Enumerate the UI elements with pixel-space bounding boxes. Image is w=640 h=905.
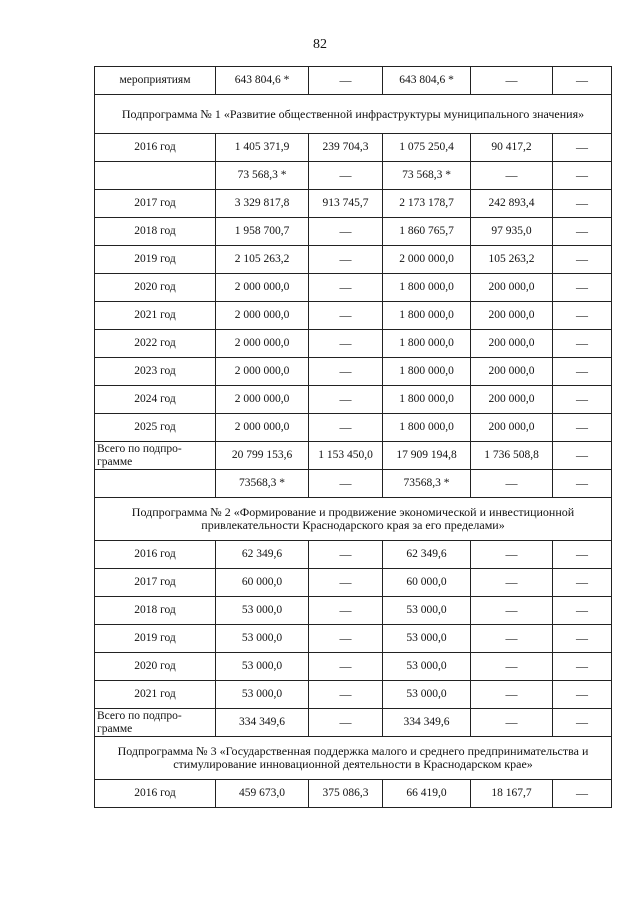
table-cell: 2 173 178,7: [383, 190, 471, 218]
table-row: [95, 780, 612, 808]
table-cell: 3 329 817,8: [216, 190, 309, 218]
table-cell: —: [309, 274, 383, 302]
table-cell: 53 000,0: [383, 597, 471, 625]
table-cell: 1 075 250,4: [383, 134, 471, 162]
table-cell: —: [309, 541, 383, 569]
table-cell: 2 000 000,0: [216, 274, 309, 302]
table-cell: 66 419,0: [383, 780, 471, 808]
table-cell: 2 105 263,2: [216, 246, 309, 274]
table-cell: 53 000,0: [383, 681, 471, 709]
table-cell: —: [471, 569, 553, 597]
table-cell: —: [309, 681, 383, 709]
table-cell: 73 568,3 *: [383, 162, 471, 190]
table-cell: —: [471, 625, 553, 653]
table-row: [95, 597, 612, 625]
subprogram-header-row: [95, 737, 612, 780]
table-cell: 73 568,3 *: [216, 162, 309, 190]
table-cell: 18 167,7: [471, 780, 553, 808]
table-cell: 334 349,6: [216, 709, 309, 737]
table-cell: —: [309, 302, 383, 330]
budget-table-body: [95, 67, 612, 808]
table-cell: 2 000 000,0: [216, 414, 309, 442]
table-cell: 105 263,2: [471, 246, 553, 274]
table-cell: —: [553, 274, 612, 302]
table-cell: —: [309, 246, 383, 274]
table-cell: 459 673,0: [216, 780, 309, 808]
table-cell: —: [309, 162, 383, 190]
table-cell: —: [553, 569, 612, 597]
table-cell: —: [553, 442, 612, 470]
table-cell: —: [553, 190, 612, 218]
table-cell: —: [309, 597, 383, 625]
row-label: 2019 год: [95, 246, 216, 274]
subprogram-title: Подпрограмма № 1 «Развитие общественной инфраструктуры муниципального значения»: [95, 95, 612, 134]
subprogram-title: Подпрограмма № 3 «Государственная поддержка малого и среднего предпринимательства и стимулирование инновационной деятельности в Краснодарском крае»: [95, 737, 612, 780]
table-cell: —: [471, 470, 553, 498]
table-cell: —: [553, 358, 612, 386]
table-cell: 53 000,0: [383, 653, 471, 681]
row-label: 2021 год: [95, 302, 216, 330]
table-cell: 334 349,6: [383, 709, 471, 737]
row-label: 2019 год: [95, 625, 216, 653]
row-label: 2016 год: [95, 541, 216, 569]
table-cell: —: [553, 625, 612, 653]
table-cell: 1 405 371,9: [216, 134, 309, 162]
row-label: 2025 год: [95, 414, 216, 442]
table-cell: 53 000,0: [216, 625, 309, 653]
table-cell: 200 000,0: [471, 302, 553, 330]
table-cell: —: [553, 681, 612, 709]
table-row: [95, 386, 612, 414]
table-cell: 1 800 000,0: [383, 274, 471, 302]
table-cell: 62 349,6: [383, 541, 471, 569]
budget-table: [94, 66, 612, 808]
table-cell: 242 893,4: [471, 190, 553, 218]
table-cell: 1 800 000,0: [383, 330, 471, 358]
table-cell: —: [553, 218, 612, 246]
table-row: [95, 274, 612, 302]
table-cell: 2 000 000,0: [383, 246, 471, 274]
table-cell: 239 704,3: [309, 134, 383, 162]
row-label: 2020 год: [95, 274, 216, 302]
table-cell: 1 800 000,0: [383, 358, 471, 386]
table-cell: —: [309, 569, 383, 597]
table-cell: —: [553, 330, 612, 358]
page-number: 82: [313, 37, 327, 52]
table-cell: 97 935,0: [471, 218, 553, 246]
table-cell: —: [471, 681, 553, 709]
table-cell: 73568,3 *: [383, 470, 471, 498]
table-row: [95, 569, 612, 597]
table-cell: 53 000,0: [216, 597, 309, 625]
table-row: [95, 67, 612, 95]
table-cell: 20 799 153,6: [216, 442, 309, 470]
row-label: 2016 год: [95, 780, 216, 808]
table-row: [95, 625, 612, 653]
table-cell: —: [553, 597, 612, 625]
table-cell: 53 000,0: [383, 625, 471, 653]
table-cell: 17 909 194,8: [383, 442, 471, 470]
table-row: [95, 470, 612, 498]
row-label: Всего по подпро-грамме: [95, 709, 216, 737]
table-cell: 90 417,2: [471, 134, 553, 162]
table-cell: 200 000,0: [471, 330, 553, 358]
table-row: [95, 302, 612, 330]
row-label: 2017 год: [95, 190, 216, 218]
table-cell: —: [553, 67, 612, 95]
table-row: [95, 134, 612, 162]
row-label: 2022 год: [95, 330, 216, 358]
table-row: [95, 414, 612, 442]
table-cell: —: [471, 597, 553, 625]
table-cell: —: [471, 67, 553, 95]
table-row: [95, 330, 612, 358]
table-row: [95, 190, 612, 218]
row-label: 2017 год: [95, 569, 216, 597]
row-label: мероприятиям: [95, 67, 216, 95]
table-cell: 643 804,6 *: [216, 67, 309, 95]
row-label: 2018 год: [95, 597, 216, 625]
table-cell: —: [309, 653, 383, 681]
table-cell: —: [309, 470, 383, 498]
subprogram-header-row: [95, 95, 612, 134]
table-cell: 2 000 000,0: [216, 330, 309, 358]
table-cell: —: [553, 653, 612, 681]
table-cell: 1 800 000,0: [383, 302, 471, 330]
table-row: [95, 246, 612, 274]
table-cell: —: [553, 414, 612, 442]
table-cell: —: [553, 246, 612, 274]
table-row: [95, 162, 612, 190]
table-cell: —: [553, 541, 612, 569]
table-cell: 200 000,0: [471, 414, 553, 442]
table-cell: 200 000,0: [471, 358, 553, 386]
table-cell: —: [471, 653, 553, 681]
table-cell: 1 860 765,7: [383, 218, 471, 246]
table-cell: 73568,3 *: [216, 470, 309, 498]
table-cell: —: [309, 330, 383, 358]
table-cell: 53 000,0: [216, 681, 309, 709]
row-label: 2018 год: [95, 218, 216, 246]
table-row: [95, 709, 612, 737]
subprogram-title: Подпрограмма № 2 «Формирование и продвижение экономической и инвестиционной привлекательности Краснодарского края за его пределами»: [95, 498, 612, 541]
table-cell: 200 000,0: [471, 386, 553, 414]
table-cell: 1 958 700,7: [216, 218, 309, 246]
row-label: 2024 год: [95, 386, 216, 414]
table-row: [95, 541, 612, 569]
table-row: [95, 653, 612, 681]
table-cell: —: [309, 709, 383, 737]
table-cell: 643 804,6 *: [383, 67, 471, 95]
table-cell: 1 736 508,8: [471, 442, 553, 470]
table-cell: 1 153 450,0: [309, 442, 383, 470]
row-label: 2020 год: [95, 653, 216, 681]
table-cell: —: [471, 541, 553, 569]
table-cell: —: [553, 386, 612, 414]
table-cell: 1 800 000,0: [383, 386, 471, 414]
table-cell: 60 000,0: [383, 569, 471, 597]
table-cell: —: [309, 414, 383, 442]
row-label: 2016 год: [95, 134, 216, 162]
row-label: [95, 162, 216, 190]
table-cell: 375 086,3: [309, 780, 383, 808]
table-cell: 60 000,0: [216, 569, 309, 597]
table-cell: —: [309, 386, 383, 414]
row-label: Всего по подпро-грамме: [95, 442, 216, 470]
table-cell: 53 000,0: [216, 653, 309, 681]
row-label: 2021 год: [95, 681, 216, 709]
table-cell: —: [309, 625, 383, 653]
table-row: [95, 442, 612, 470]
table-row: [95, 358, 612, 386]
table-cell: —: [553, 709, 612, 737]
table-cell: 2 000 000,0: [216, 358, 309, 386]
table-cell: —: [471, 709, 553, 737]
table-cell: 62 349,6: [216, 541, 309, 569]
table-cell: 913 745,7: [309, 190, 383, 218]
table-cell: 1 800 000,0: [383, 414, 471, 442]
table-cell: —: [553, 780, 612, 808]
table-cell: —: [471, 162, 553, 190]
table-cell: 200 000,0: [471, 274, 553, 302]
table-row: [95, 218, 612, 246]
table-row: [95, 681, 612, 709]
table-cell: —: [309, 358, 383, 386]
subprogram-header-row: [95, 498, 612, 541]
table-cell: —: [309, 218, 383, 246]
table-cell: 2 000 000,0: [216, 386, 309, 414]
table-cell: —: [553, 134, 612, 162]
table-cell: —: [553, 162, 612, 190]
table-cell: —: [553, 470, 612, 498]
row-label: 2023 год: [95, 358, 216, 386]
table-cell: —: [309, 67, 383, 95]
table-cell: 2 000 000,0: [216, 302, 309, 330]
table-cell: —: [553, 302, 612, 330]
row-label: [95, 470, 216, 498]
